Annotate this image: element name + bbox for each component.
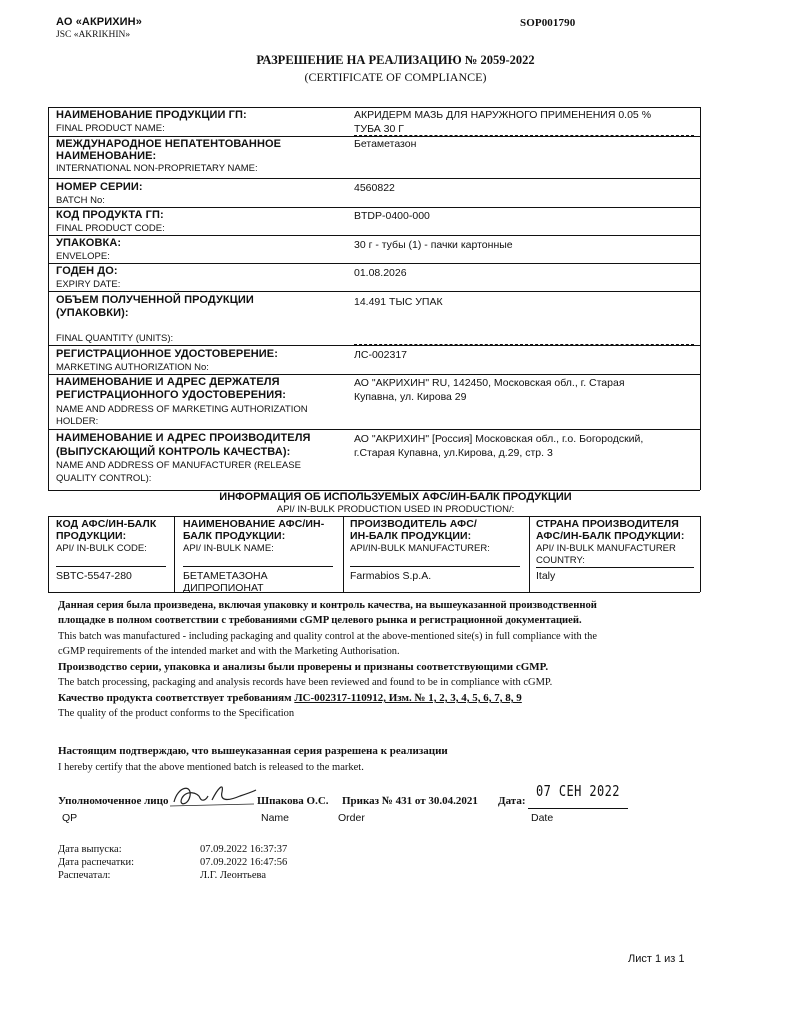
api-col-name-en: API/ IN-BULK NAME: <box>183 543 274 554</box>
api-row-name-2: ДИПРОПИОНАТ <box>183 582 264 594</box>
qp-label: Уполномоченное лицо <box>58 795 169 807</box>
field-product-name-label-ru: НАИМЕНОВАНИЕ ПРОДУКЦИИ ГП: <box>56 109 247 121</box>
qp-name: Шпакова О.С. <box>257 795 329 807</box>
print-date-value: 07.09.2022 16:47:56 <box>200 857 288 868</box>
specification-reference: ЛС-002317-110912, Изм. № 1, 2, 3, 4, 5, 6, 7, 8, 9 <box>294 692 522 704</box>
api-col-code-ru-2: ПРОДУКЦИИ: <box>56 530 127 542</box>
field-quantity-value: 14.491 ТЫС УПАК <box>354 296 443 308</box>
field-batch-label-ru: НОМЕР СЕРИИ: <box>56 181 143 193</box>
api-col-country-ru: СТРАНА ПРОИЗВОДИТЕЛЯ <box>536 518 679 530</box>
api-col-manufacturer-en: API/IN-BULK MANUFACTURER: <box>350 543 490 554</box>
statement-3-en: The quality of the product conforms to the Specification <box>58 708 295 719</box>
field-quantity-label-en: FINAL QUANTITY (UNITS): <box>56 333 174 344</box>
field-ma-holder-value: АО "АКРИХИН" RU, 142450, Московская обл., г. Старая <box>354 377 625 389</box>
field-quantity-label-ru-2: (УПАКОВКИ): <box>56 307 129 319</box>
field-ma-holder-label-ru: НАИМЕНОВАНИЕ И АДРЕС ДЕРЖАТЕЛЯ <box>56 376 280 388</box>
field-expiry-label-en: EXPIRY DATE: <box>56 279 121 290</box>
date-label: Дата: <box>498 795 526 807</box>
company-name-en: JSC «AKRIKHIN» <box>56 30 131 40</box>
field-manufacturer-label-ru: НАИМЕНОВАНИЕ И АДРЕС ПРОИЗВОДИТЕЛЯ <box>56 432 311 444</box>
api-row-code: SBTC-5547-280 <box>56 570 132 582</box>
statement-1-ru: Данная серия была произведена, включая упаковку и контроль качества, на вышеуказанной производственной <box>58 600 597 611</box>
field-product-code-label-ru: КОД ПРОДУКТА ГП: <box>56 209 164 221</box>
field-manufacturer-label-en-2: QUALITY CONTROL): <box>56 473 152 484</box>
company-name-ru: АО «АКРИХИН» <box>56 16 142 28</box>
issue-date-label: Дата выпуска: <box>58 844 122 855</box>
statement-4-ru: Настоящим подтверждаю, что вышеуказанная серия разрешена к реализации <box>58 745 448 757</box>
statement-1-en-2: cGMP requirements of the intended market and with the Marketing Authorisation. <box>58 646 400 657</box>
order-text <box>342 794 478 809</box>
field-manufacturer-label-ru-2: (ВЫПУСКАЮЩИЙ КОНТРОЛЬ КАЧЕСТВА): <box>56 446 291 458</box>
api-col-code-en: API/ IN-BULK CODE: <box>56 543 147 554</box>
field-envelope-label-en: ENVELOPE: <box>56 251 110 262</box>
api-col-country-ru-2: АФС/ИН-БАЛК ПРОДУКЦИИ: <box>536 530 685 542</box>
field-product-code-value: BTDP-0400-000 <box>354 210 430 222</box>
field-product-name-label-en: FINAL PRODUCT NAME: <box>56 123 165 134</box>
date-stamp: 07 СЕН 2022 <box>536 782 620 800</box>
field-manufacturer-label-en: NAME AND ADDRESS OF MANUFACTURER (RELEASE <box>56 460 301 471</box>
page-title: РАЗРЕШЕНИЕ НА РЕАЛИЗАЦИЮ № 2059-2022 <box>256 53 535 67</box>
field-ma-label-en: MARKETING AUTHORIZATION No: <box>56 362 209 373</box>
field-inn-value: Бетаметазон <box>354 138 417 150</box>
field-ma-holder-label-en-2: HOLDER: <box>56 416 99 427</box>
document-code: SOP001790 <box>520 17 576 29</box>
name-label-en: Name <box>261 812 290 824</box>
field-inn-label-ru-2: НАИМЕНОВАНИЕ: <box>56 150 157 162</box>
api-col-country-en: API/ IN-BULK MANUFACTURER <box>536 543 676 554</box>
issue-date-value: 07.09.2022 16:37:37 <box>200 844 288 855</box>
api-col-name-ru: НАИМЕНОВАНИЕ АФС/ИН- <box>183 518 325 530</box>
signature-image <box>168 778 258 812</box>
field-ma-holder-label-ru-2: РЕГИСТРАЦИОННОГО УДОСТОВЕРЕНИЯ: <box>56 389 286 401</box>
printed-by-value: Л.Г. Леонтьева <box>200 870 266 881</box>
api-col-manufacturer-ru-2: ИН-БАЛК ПРОДУКЦИИ: <box>350 530 472 542</box>
statement-1-en: This batch was manufactured - including packaging and quality control at the above-mentioned site(s) in full compliance with the <box>58 631 597 642</box>
qp-label-en: QP <box>62 812 78 824</box>
field-manufacturer-value: АО "АКРИХИН" [Россия] Московская обл., г.о. Богородский, <box>354 433 644 445</box>
statement-2-ru: Производство серии, упаковка и анализы были проверены и признаны соответствующими cGMP. <box>58 661 549 673</box>
field-inn-label-en: INTERNATIONAL NON-PROPRIETARY NAME: <box>56 163 258 174</box>
api-col-manufacturer-ru: ПРОИЗВОДИТЕЛЬ АФС/ <box>350 518 477 530</box>
api-col-name-ru-2: БАЛК ПРОДУКЦИИ: <box>183 530 286 542</box>
field-envelope-label-ru: УПАКОВКА: <box>56 237 122 249</box>
print-date-label: Дата распечатки: <box>58 857 135 868</box>
field-product-name-value: АКРИДЕРМ МАЗЬ ДЛЯ НАРУЖНОГО ПРИМЕНЕНИЯ 0.05 % <box>354 109 652 121</box>
page-number: Лист 1 из 1 <box>628 953 685 965</box>
api-section-title-ru: ИНФОРМАЦИЯ ОБ ИСПОЛЬЗУЕМЫХ АФС/ИН-БАЛК ПРОДУКЦИИ <box>219 491 572 503</box>
order-value: Приказ № 431 от 30.04.2021 <box>342 795 478 807</box>
field-ma-holder-value-2: Купавна, ул. Кирова 29 <box>354 391 467 403</box>
field-expiry-value: 01.08.2026 <box>354 267 407 279</box>
field-envelope-value: 30 г - тубы (1) - пачки картонные <box>354 239 513 251</box>
field-product-name-value-2: ТУБА 30 Г <box>354 123 404 135</box>
api-row-country: Italy <box>536 570 556 582</box>
statement-3-ru <box>58 691 522 706</box>
api-row-manufacturer: Farmabios S.p.A. <box>350 570 432 582</box>
statement-2-en: The batch processing, packaging and analysis records have been reviewed and found to be in compliance with cGMP. <box>58 677 553 688</box>
field-ma-holder-label-en: NAME AND ADDRESS OF MARKETING AUTHORIZATION <box>56 404 308 415</box>
field-product-code-label-en: FINAL PRODUCT CODE: <box>56 223 165 234</box>
api-section-title-en: API/ IN-BULK PRODUCTION USED IN PRODUCTION/: <box>276 504 515 515</box>
date-label-en: Date <box>531 812 554 824</box>
field-ma-label-ru: РЕГИСТРАЦИОННОЕ УДОСТОВЕРЕНИЕ: <box>56 348 279 360</box>
field-inn-label-ru: МЕЖДУНАРОДНОЕ НЕПАТЕНТОВАННОЕ <box>56 138 282 150</box>
field-quantity-label-ru: ОБЪЕМ ПОЛУЧЕННОЙ ПРОДУКЦИИ <box>56 294 254 306</box>
field-batch-label-en: BATCH No: <box>56 195 105 206</box>
api-col-code-ru: КОД АФС/ИН-БАЛК <box>56 518 157 530</box>
printed-by-label: Распечатал: <box>58 870 111 881</box>
field-batch-value: 4560822 <box>354 182 395 194</box>
field-expiry-label-ru: ГОДЕН ДО: <box>56 265 118 277</box>
field-ma-value: ЛС-002317 <box>354 349 408 361</box>
field-manufacturer-value-2: г.Старая Купавна, ул.Кирова, д.29, стр. 3 <box>354 447 553 459</box>
statement-1-ru-2: площадке в полном соответствии с требованиями cGMP целевого рынка и регистрационной документацией. <box>58 615 582 626</box>
api-col-country-en-2: COUNTRY: <box>536 555 585 566</box>
api-row-name: БЕТАМЕТАЗОНА <box>183 570 268 582</box>
statement-3-ru-prefix: Качество продукта соответствует требованиям <box>58 692 295 704</box>
page-subtitle: (CERTIFICATE OF COMPLIANCE) <box>304 70 487 84</box>
order-label-en: Order <box>338 812 365 824</box>
statement-4-en: I hereby certify that the above mentioned batch is released to the market. <box>58 762 364 773</box>
